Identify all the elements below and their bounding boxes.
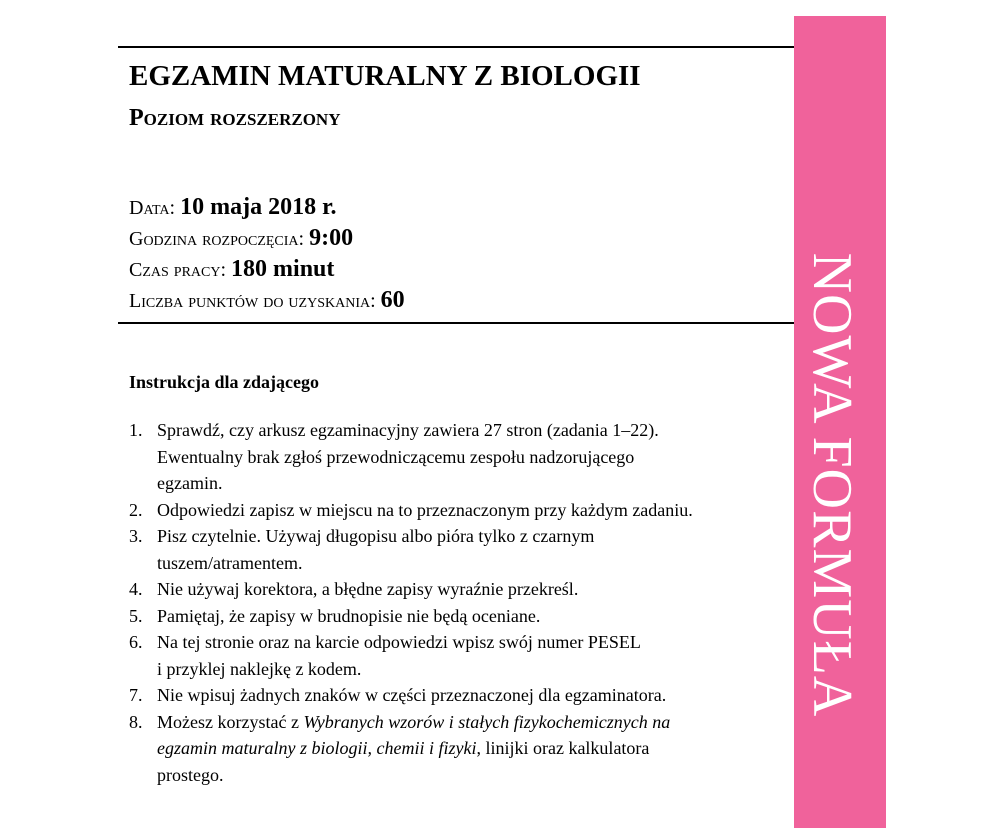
exam-points: [129, 287, 405, 314]
instruction-item: [129, 417, 779, 497]
points-value: 60: [380, 287, 405, 313]
instruction-item: [129, 709, 779, 789]
middle-rule: [118, 322, 796, 324]
instruction-text: Pamiętaj, że zapisy w brudnopisie nie będą oceniane.: [157, 605, 541, 626]
instruction-number: 3.: [129, 526, 143, 546]
points-label: Liczba punktów do uzyskania:: [129, 290, 381, 312]
instructions-heading: Instrukcja dla zdającego: [129, 372, 319, 392]
exam-level: Poziom rozszerzony: [129, 105, 341, 131]
instruction-text-start: Możesz korzystać z: [157, 711, 304, 732]
start-time-label: Godzina rozpoczęcia:: [129, 228, 310, 250]
reference-booklet-title: Wybranych wzorów i stałych fizykochemicznych na egzamin maturalny z biologii, chemii i fizyki: [157, 711, 671, 758]
exam-date: [129, 194, 337, 221]
instruction-item: [129, 682, 779, 709]
instruction-item: [129, 629, 779, 682]
instruction-number: 4.: [129, 579, 143, 599]
instruction-item: [129, 576, 779, 603]
instruction-text: Odpowiedzi zapisz w miejscu na to przeznaczonym przy każdym zadaniu.: [157, 499, 693, 520]
exam-title: EGZAMIN MATURALNY Z BIOLOGII: [129, 60, 641, 92]
date-label: Data:: [129, 197, 181, 219]
instruction-number: 8.: [129, 711, 143, 732]
band-label: NOWA FORMUŁA: [801, 252, 863, 718]
instructions-list: [129, 417, 779, 788]
date-value: 10 maja 2018 r.: [180, 194, 337, 220]
instruction-number: 7.: [129, 685, 143, 705]
instruction-text: Na tej stronie oraz na karcie odpowiedzi wpisz swój numer PESEL i przyklej naklejkę z kodem.: [157, 632, 641, 679]
instruction-number: 5.: [129, 605, 143, 626]
instruction-number: 1.: [129, 420, 143, 440]
instruction-item: [129, 497, 779, 524]
instruction-text: [157, 712, 670, 785]
exam-duration: [129, 256, 334, 283]
instruction-item: [129, 523, 779, 576]
instruction-text: Nie używaj korektora, a błędne zapisy wyraźnie przekreśl.: [157, 579, 579, 599]
start-time-value: 9:00: [309, 225, 354, 251]
instruction-text: Pisz czytelnie. Używaj długopisu albo pióra tylko z czarnym tuszem/atramentem.: [157, 526, 595, 573]
instruction-text-end: , linijki oraz kalkulatora prostego.: [157, 738, 650, 785]
instruction-item: [129, 603, 779, 630]
instruction-number: 6.: [129, 632, 143, 652]
duration-value: 180 minut: [231, 256, 335, 282]
exam-start-time: [129, 225, 353, 252]
duration-label: Czas pracy:: [129, 259, 232, 281]
instruction-number: 2.: [129, 499, 143, 520]
instruction-text: Sprawdź, czy arkusz egzaminacyjny zawiera 27 stron (zadania 1–22). Ewentualny brak zgłoś przewodniczącemu zespołu nadzorującego egzamin.: [157, 420, 659, 493]
top-rule: [118, 46, 796, 48]
instruction-text: Nie wpisuj żadnych znaków w części przeznaczonej dla egzaminatora.: [157, 685, 667, 705]
